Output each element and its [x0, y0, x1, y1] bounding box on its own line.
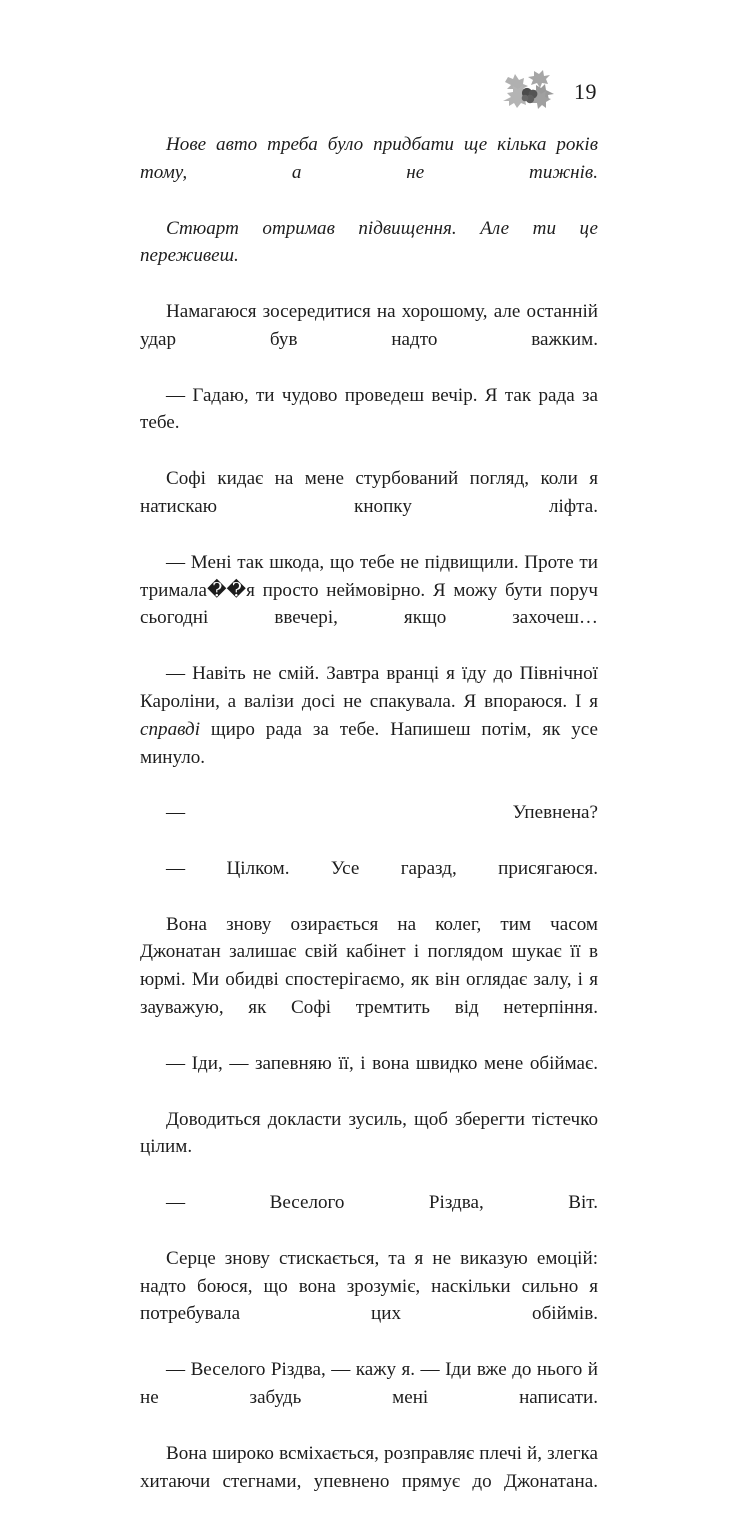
running-head	[140, 62, 597, 120]
paragraph: — Іди, — запевняю її, і вона швидко мене обіймає.	[166, 1052, 598, 1074]
paragraph: Серце знову стискається, та я не виказую емоцій: надто боюся, що вона зрозуміє, наскільки сильно я потребувала цих обіймів.	[140, 1247, 598, 1325]
paragraph: — Цілком. Усе гаразд, присягаюся.	[166, 857, 598, 879]
paragraph: Намагаюся зосередитися на хорошому, але останній удар був надто важким.	[140, 301, 598, 350]
paragraph-segment: — Навіть не смій. Завтра вранці я їду до Північної Кароліни, а валізи досі не спакувала. Я впораюся. І я	[140, 663, 598, 712]
paragraph: Стюарт отримав підвищення. Але ти це переживеш.	[140, 217, 598, 267]
paragraph: Нове авто треба було придбати ще кілька років тому, а не тижнів.	[140, 134, 598, 183]
holly-sprig-ornament	[500, 68, 556, 118]
paragraph: — Веселого Різдва, — кажу я. — Іди вже до нього й не забудь мені написати.	[140, 1359, 598, 1408]
paragraph: — Упевнена?	[166, 802, 598, 824]
paragraph-segment-emphasis: справді	[140, 718, 201, 740]
paragraph-mixed-emphasis	[140, 660, 598, 799]
body-text	[140, 131, 598, 1523]
paragraph: Софі кидає на мене стурбований погляд, коли я натискаю кнопку ліфта.	[140, 468, 598, 517]
paragraph: — Веселого Різдва, Віт.	[166, 1192, 598, 1214]
paragraph: — Гадаю, ти чудово проведеш вечір. Я так рада за тебе.	[140, 384, 598, 434]
paragraph: Вона широко всміхається, розправляє плечі й, злегка хитаючи стегнами, упевнено прямує до Джонатана.	[140, 1442, 598, 1492]
paragraph-segment: щиро рада за тебе. Напишеш потім, як усе минуло.	[140, 718, 598, 768]
page-number: 19	[574, 79, 597, 104]
paragraph: — Мені так шкода, що тебе не підвищили. Проте ти тримала��я просто неймовірно. Я можу бути поруч сьогодні ввечері, якщо захочеш…	[140, 551, 598, 629]
paragraph: Доводиться докласти зусиль, щоб зберегти тістечко цілим.	[140, 1108, 598, 1158]
paragraph: Вона знову озирається на колег, тим часом Джонатан залишає свій кабінет і поглядом шукає її в юрмі. Ми обидві спостерігаємо, як він оглядає залу, і я зауважую, як Софі тремтить від нетерпіння.	[140, 913, 598, 1019]
